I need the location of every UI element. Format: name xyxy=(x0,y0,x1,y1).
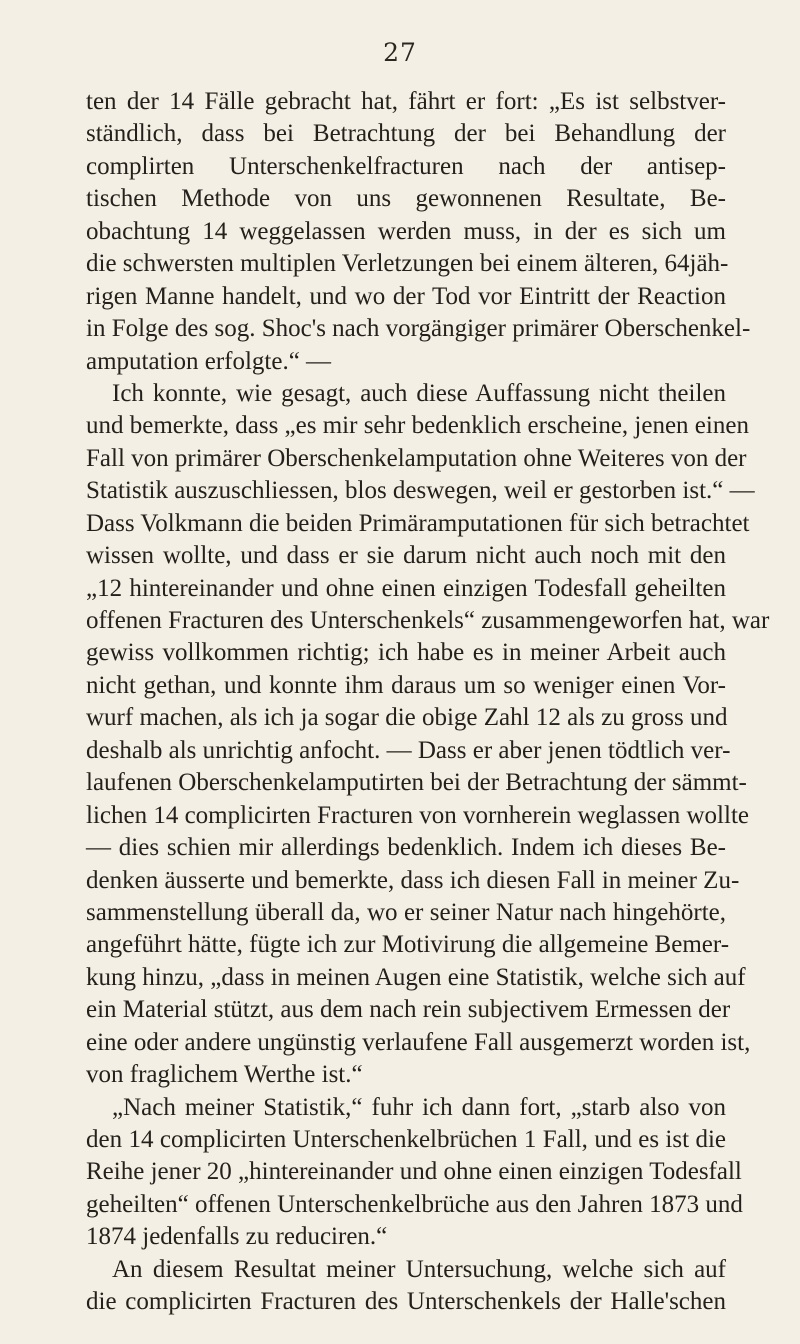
text-line: die complicirten Fracturen des Unterschenkels der Halle'schen xyxy=(86,1288,726,1316)
text-line: die schwersten multiplen Verletzungen bei einem älteren, 64jäh- xyxy=(86,250,729,278)
text-line: denken äusserte und bemerkte, dass ich diesen Fall in meiner Zu- xyxy=(86,866,740,894)
text-line: angeführt hätte, fügte ich zur Motivirung die allgemeine Bemer- xyxy=(86,931,730,959)
text-line: „Nach meiner Statistik,“ fuhr ich dann fort, „starb also von xyxy=(112,1093,726,1121)
text-line: 1874 jedenfalls zu reduciren.“ xyxy=(86,1223,388,1251)
text-line: offenen Fracturen des Unterschenkels“ zusammengeworfen hat, war xyxy=(86,607,770,634)
text-line: lichen 14 complicirten Fracturen von vornherein weglassen wollte xyxy=(86,801,749,829)
text-line: Reihe jener 20 „hintereinander und ohne einen einzigen Todesfall xyxy=(86,1158,742,1186)
text-line: nicht gethan, und konnte ihm daraus um so weniger einen Vor- xyxy=(86,671,726,699)
text-line: Ich konnte, wie gesagt, auch diese Auffassung nicht theilen xyxy=(112,379,726,407)
text-line: und bemerkte, dass „es mir sehr bedenklich erscheine, jenen einen xyxy=(86,412,749,440)
text-line: geheilten“ offenen Unterschenkelbrüche aus den Jahren 1873 und xyxy=(86,1190,743,1218)
page-number: 27 xyxy=(383,38,417,67)
text-line: rigen Manne handelt, und wo der Tod vor Eintritt der Reaction xyxy=(86,282,726,310)
text-line: gewiss vollkommen richtig; ich habe es in meiner Arbeit auch xyxy=(86,639,726,667)
text-line: kung hinzu, „dass in meinen Augen eine Statistik, welche sich auf xyxy=(86,963,746,991)
text-line: deshalb als unrichtig anfocht. — Dass er aber jenen tödtlich ver- xyxy=(86,736,731,764)
text-line: obachtung 14 weggelassen werden muss, in der es sich um xyxy=(86,217,726,245)
text-line: ten der 14 Fälle gebracht hat, fährt er fort: „Es ist selbstver- xyxy=(86,88,726,115)
text-line: An diesem Resultat meiner Untersuchung, welche sich auf xyxy=(112,1255,726,1283)
text-line: in Folge des sog. Shoc's nach vorgängiger primärer Oberschenkel- xyxy=(86,315,751,343)
text-line: wissen wollte, und dass er sie darum nicht auch noch mit den xyxy=(86,542,726,570)
text-line: Fall von primärer Oberschenkelamputation ohne Weiteres von der xyxy=(86,444,747,472)
text-line: wurf machen, als ich ja sogar die obige Zahl 12 als zu gross und xyxy=(86,704,728,732)
text-line: complirten Unterschenkelfracturen nach der antisep- xyxy=(86,152,726,180)
body-text xyxy=(86,86,770,1319)
text-line: sammenstellung überall da, wo er seiner Natur nach hingehörte, xyxy=(86,898,726,926)
text-line: den 14 complicirten Unterschenkelbrüchen 1 Fall, und es ist die xyxy=(86,1126,726,1153)
text-line: amputation erfolgte.“ — xyxy=(86,347,332,375)
text-line: ständlich, dass bei Betrachtung der bei Behandlung der xyxy=(86,120,726,148)
text-line: — dies schien mir allerdings bedenklich. Indem ich dieses Be- xyxy=(86,834,726,862)
text-line: laufenen Oberschenkelamputirten bei der Betrachtung der sämmt- xyxy=(86,769,747,797)
text-line: Statistik auszuschliessen, blos deswegen, weil er gestorben ist.“ — xyxy=(86,477,755,505)
text-line: „12 hintereinander und ohne einen einzigen Todesfall geheilten xyxy=(86,574,726,602)
text-line: eine oder andere ungünstig verlaufene Fall ausgemerzt worden ist, xyxy=(86,1028,751,1056)
text-line: Dass Volkmann die beiden Primäramputationen für sich betrachtet xyxy=(86,509,750,537)
text-line: von fraglichem Werthe ist.“ xyxy=(86,1061,363,1089)
text-line: tischen Methode von uns gewonnenen Resultate, Be- xyxy=(86,185,726,213)
text-line: ein Material stützt, aus dem nach rein subjectivem Ermessen der xyxy=(86,996,731,1024)
